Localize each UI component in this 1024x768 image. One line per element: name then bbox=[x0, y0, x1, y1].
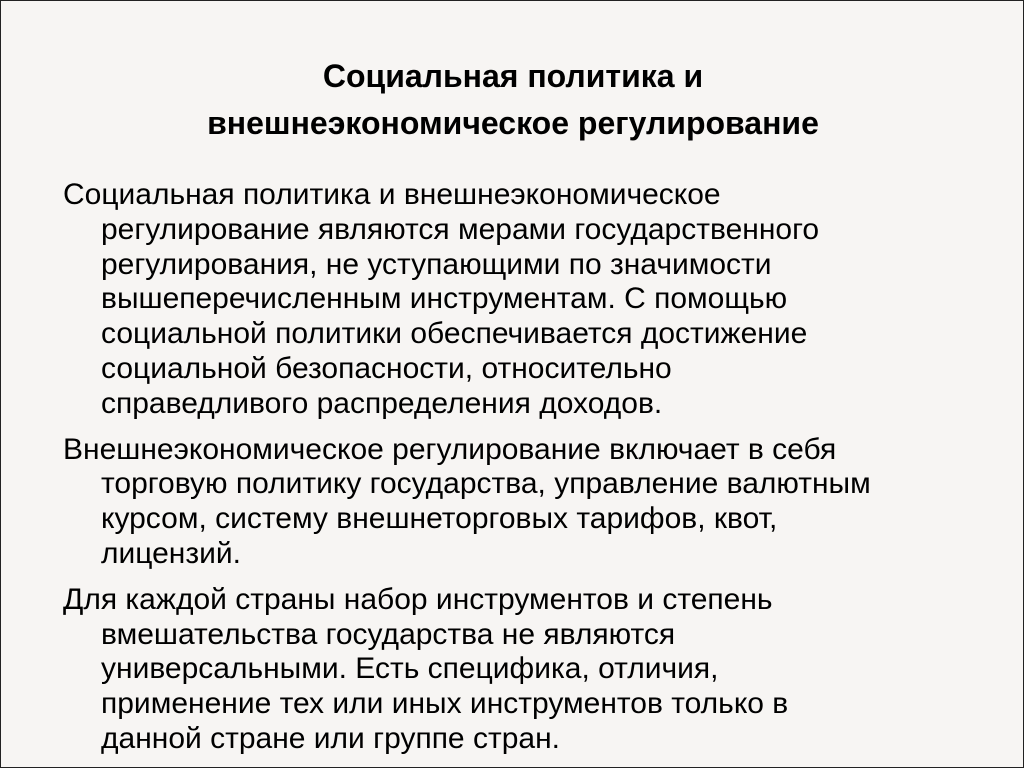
text-line: справедливого распределения доходов. bbox=[101, 386, 663, 420]
title-line: внешнеэкономическое регулирование bbox=[207, 105, 819, 141]
title-line: Социальная политика и bbox=[322, 58, 704, 94]
text-line: регулирования, не уступающими по значимости bbox=[101, 247, 772, 281]
text-line: Для каждой страны набор инструментов и степень bbox=[63, 582, 773, 616]
slide-title bbox=[41, 53, 985, 147]
text-line: социальной безопасности, относительно bbox=[101, 351, 672, 385]
text-line: вышеперечисленным инструментам. С помощью bbox=[101, 282, 788, 316]
text-line: торговую политику государства, управление валютным bbox=[101, 467, 871, 501]
slide-body bbox=[63, 178, 983, 757]
text-line: применение тех или иных инструментов только в bbox=[101, 687, 789, 721]
text-line: курсом, систему внешнеторговых тарифов, квот, bbox=[101, 502, 778, 536]
text-line: вмешательства государства не являются bbox=[101, 617, 676, 651]
text-line: регулирование являются мерами государственного bbox=[101, 212, 820, 246]
text-line: социальной политики обеспечивается достижение bbox=[101, 317, 808, 351]
text-line: Внешнеэкономическое регулирование включает в себя bbox=[63, 432, 837, 466]
text-line: данной стране или группе стран. bbox=[101, 721, 560, 755]
paragraph-social-policy bbox=[63, 178, 983, 422]
text-line: универсальными. Есть специфика, отличия, bbox=[101, 652, 719, 686]
text-line: лицензий. bbox=[101, 536, 241, 570]
paragraph-country-specifics bbox=[63, 583, 983, 757]
paragraph-foreign-economic-regulation bbox=[63, 433, 983, 572]
text-line: Социальная политика и внешнеэкономическое bbox=[63, 178, 721, 211]
